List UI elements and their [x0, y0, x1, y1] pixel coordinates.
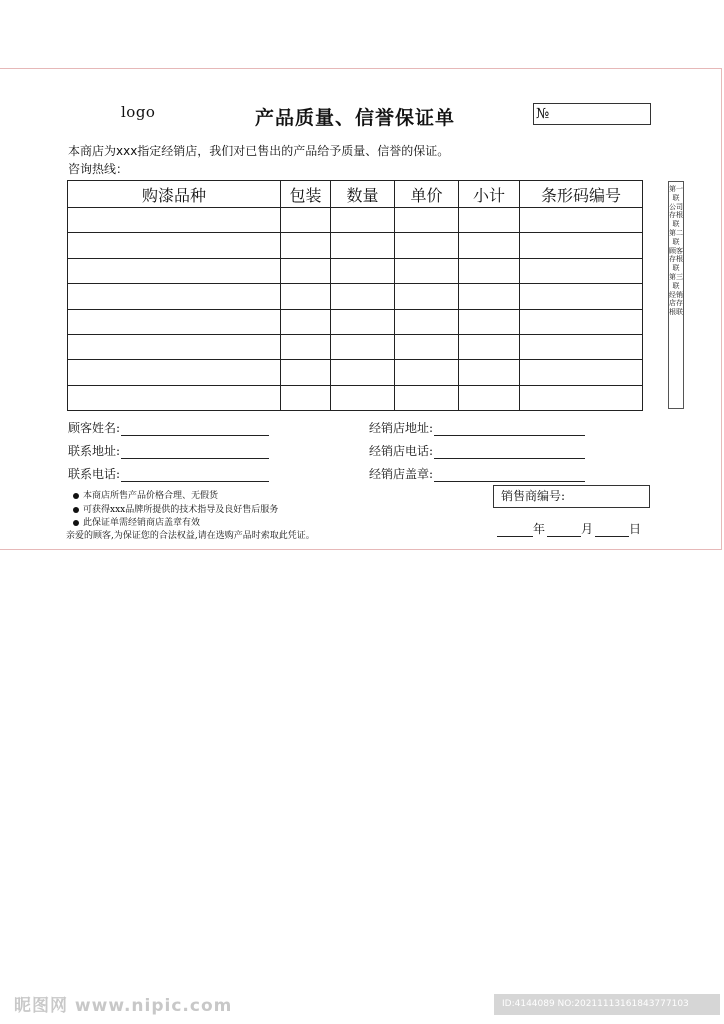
bullet-icon	[73, 493, 79, 499]
copy-label: 第三联	[669, 272, 683, 290]
contact-address-input-line[interactable]	[121, 447, 269, 459]
table-cell[interactable]	[331, 208, 395, 233]
table-cell[interactable]	[68, 208, 281, 233]
table-cell[interactable]	[395, 360, 459, 385]
copy-label: 经销店存根联	[669, 290, 683, 317]
table-cell[interactable]	[68, 385, 281, 410]
table-cell[interactable]	[68, 258, 281, 283]
table-cell[interactable]	[520, 334, 643, 359]
customer-name-field[interactable]	[68, 419, 269, 436]
closing-note: 亲爱的顾客,为保证您的合法权益,请在选购产品时索取此凭证。	[66, 531, 315, 541]
year-blank[interactable]	[497, 526, 533, 537]
table-cell[interactable]	[331, 233, 395, 258]
bullet-icon	[73, 520, 79, 526]
watermark-id: ID:4144089 NO:20211113161843777103	[494, 994, 720, 1015]
copy-labels	[668, 181, 684, 409]
table-cell[interactable]	[395, 233, 459, 258]
table-cell[interactable]	[281, 309, 331, 334]
contact-phone-label: 联系电话:	[68, 467, 121, 481]
goods-table	[67, 180, 643, 411]
table-cell[interactable]	[520, 284, 643, 309]
dealer-phone-field[interactable]	[369, 442, 585, 459]
dealer-phone-label: 经销店电话:	[369, 444, 434, 458]
dealer-address-label: 经销店地址:	[369, 421, 434, 435]
table-cell[interactable]	[520, 233, 643, 258]
table-cell[interactable]	[395, 208, 459, 233]
copy-label: 第二联	[669, 228, 683, 246]
table-header-row	[68, 181, 643, 208]
table-cell[interactable]	[281, 208, 331, 233]
table-cell[interactable]	[520, 309, 643, 334]
table-cell[interactable]	[459, 309, 520, 334]
contact-phone-input-line[interactable]	[121, 470, 269, 482]
watermark-site: 昵图网 www.nipic.com	[14, 996, 233, 1016]
table-cell[interactable]	[520, 258, 643, 283]
copy-label: 顾客存根联	[669, 246, 683, 273]
copy-label: 公司存根联	[669, 202, 683, 229]
logo: logo	[121, 103, 156, 121]
table-cell[interactable]	[68, 284, 281, 309]
table-cell[interactable]	[395, 334, 459, 359]
column-header: 条形码编号	[520, 181, 643, 208]
table-cell[interactable]	[68, 360, 281, 385]
table-cell[interactable]	[68, 309, 281, 334]
note-text: 可获得xxx品牌所提供的技术指导及良好售后服务	[83, 505, 279, 515]
month-label: 月	[581, 522, 594, 536]
table-row	[68, 309, 643, 334]
contact-phone-field[interactable]	[68, 465, 269, 482]
table-cell[interactable]	[281, 334, 331, 359]
contact-address-field[interactable]	[68, 442, 269, 459]
form-title: 产品质量、信誉保证单	[255, 107, 456, 129]
dealer-seal-field[interactable]	[369, 465, 585, 482]
column-header: 单价	[395, 181, 459, 208]
table-cell[interactable]	[395, 258, 459, 283]
hotline-label: 咨询热线：	[68, 162, 129, 176]
table-cell[interactable]	[520, 360, 643, 385]
table-row	[68, 258, 643, 283]
table-cell[interactable]	[281, 258, 331, 283]
table-cell[interactable]	[281, 284, 331, 309]
bullet-icon	[73, 507, 79, 513]
table-row	[68, 284, 643, 309]
day-label: 日	[629, 522, 642, 536]
table-cell[interactable]	[459, 360, 520, 385]
month-blank[interactable]	[547, 526, 581, 537]
contact-address-label: 联系地址:	[68, 444, 121, 458]
dealer-number-field[interactable]: 销售商编号:	[493, 485, 650, 508]
note-item	[73, 488, 218, 501]
note-item	[73, 515, 200, 528]
day-blank[interactable]	[595, 526, 629, 537]
table-cell[interactable]	[459, 233, 520, 258]
table-cell[interactable]	[459, 334, 520, 359]
table-cell[interactable]	[331, 284, 395, 309]
table-cell[interactable]	[68, 233, 281, 258]
table-cell[interactable]	[331, 258, 395, 283]
table-cell[interactable]	[331, 334, 395, 359]
note-text: 此保证单需经销商店盖章有效	[83, 518, 201, 528]
dealer-address-input-line[interactable]	[434, 424, 585, 436]
column-header: 购漆品种	[68, 181, 281, 208]
customer-name-input-line[interactable]	[121, 424, 269, 436]
year-label: 年	[533, 522, 546, 536]
serial-number-field[interactable]: №	[533, 103, 651, 125]
date-field[interactable]	[497, 520, 641, 537]
customer-name-label: 顾客姓名:	[68, 421, 121, 435]
table-cell[interactable]	[395, 385, 459, 410]
column-header: 数量	[331, 181, 395, 208]
table-cell[interactable]	[281, 233, 331, 258]
table-cell[interactable]	[459, 385, 520, 410]
column-header: 小计	[459, 181, 520, 208]
guarantee-statement: 本商店为xxx指定经销店，我们对已售出的产品给予质量、信誉的保证。	[68, 144, 450, 158]
table-cell[interactable]	[68, 334, 281, 359]
note-item	[73, 502, 278, 515]
dealer-seal-label: 经销店盖章:	[369, 467, 434, 481]
table-cell[interactable]	[281, 385, 331, 410]
table-row	[68, 208, 643, 233]
dealer-seal-input-line[interactable]	[434, 470, 585, 482]
table-row	[68, 233, 643, 258]
table-cell[interactable]	[459, 208, 520, 233]
note-text: 本商店所售产品价格合理、无假货	[83, 491, 219, 501]
table-cell[interactable]	[520, 385, 643, 410]
dealer-phone-input-line[interactable]	[434, 447, 585, 459]
table-cell[interactable]	[459, 258, 520, 283]
table-cell[interactable]	[520, 208, 643, 233]
table-cell[interactable]	[395, 284, 459, 309]
table-row	[68, 360, 643, 385]
table-row	[68, 385, 643, 410]
table-cell[interactable]	[331, 385, 395, 410]
table-cell[interactable]	[395, 309, 459, 334]
table-cell[interactable]	[459, 284, 520, 309]
copy-label: 第一联	[669, 185, 683, 202]
table-cell[interactable]	[281, 360, 331, 385]
table-cell[interactable]	[331, 309, 395, 334]
dealer-address-field[interactable]	[369, 419, 585, 436]
table-cell[interactable]	[331, 360, 395, 385]
column-header: 包装	[281, 181, 331, 208]
table-row	[68, 334, 643, 359]
